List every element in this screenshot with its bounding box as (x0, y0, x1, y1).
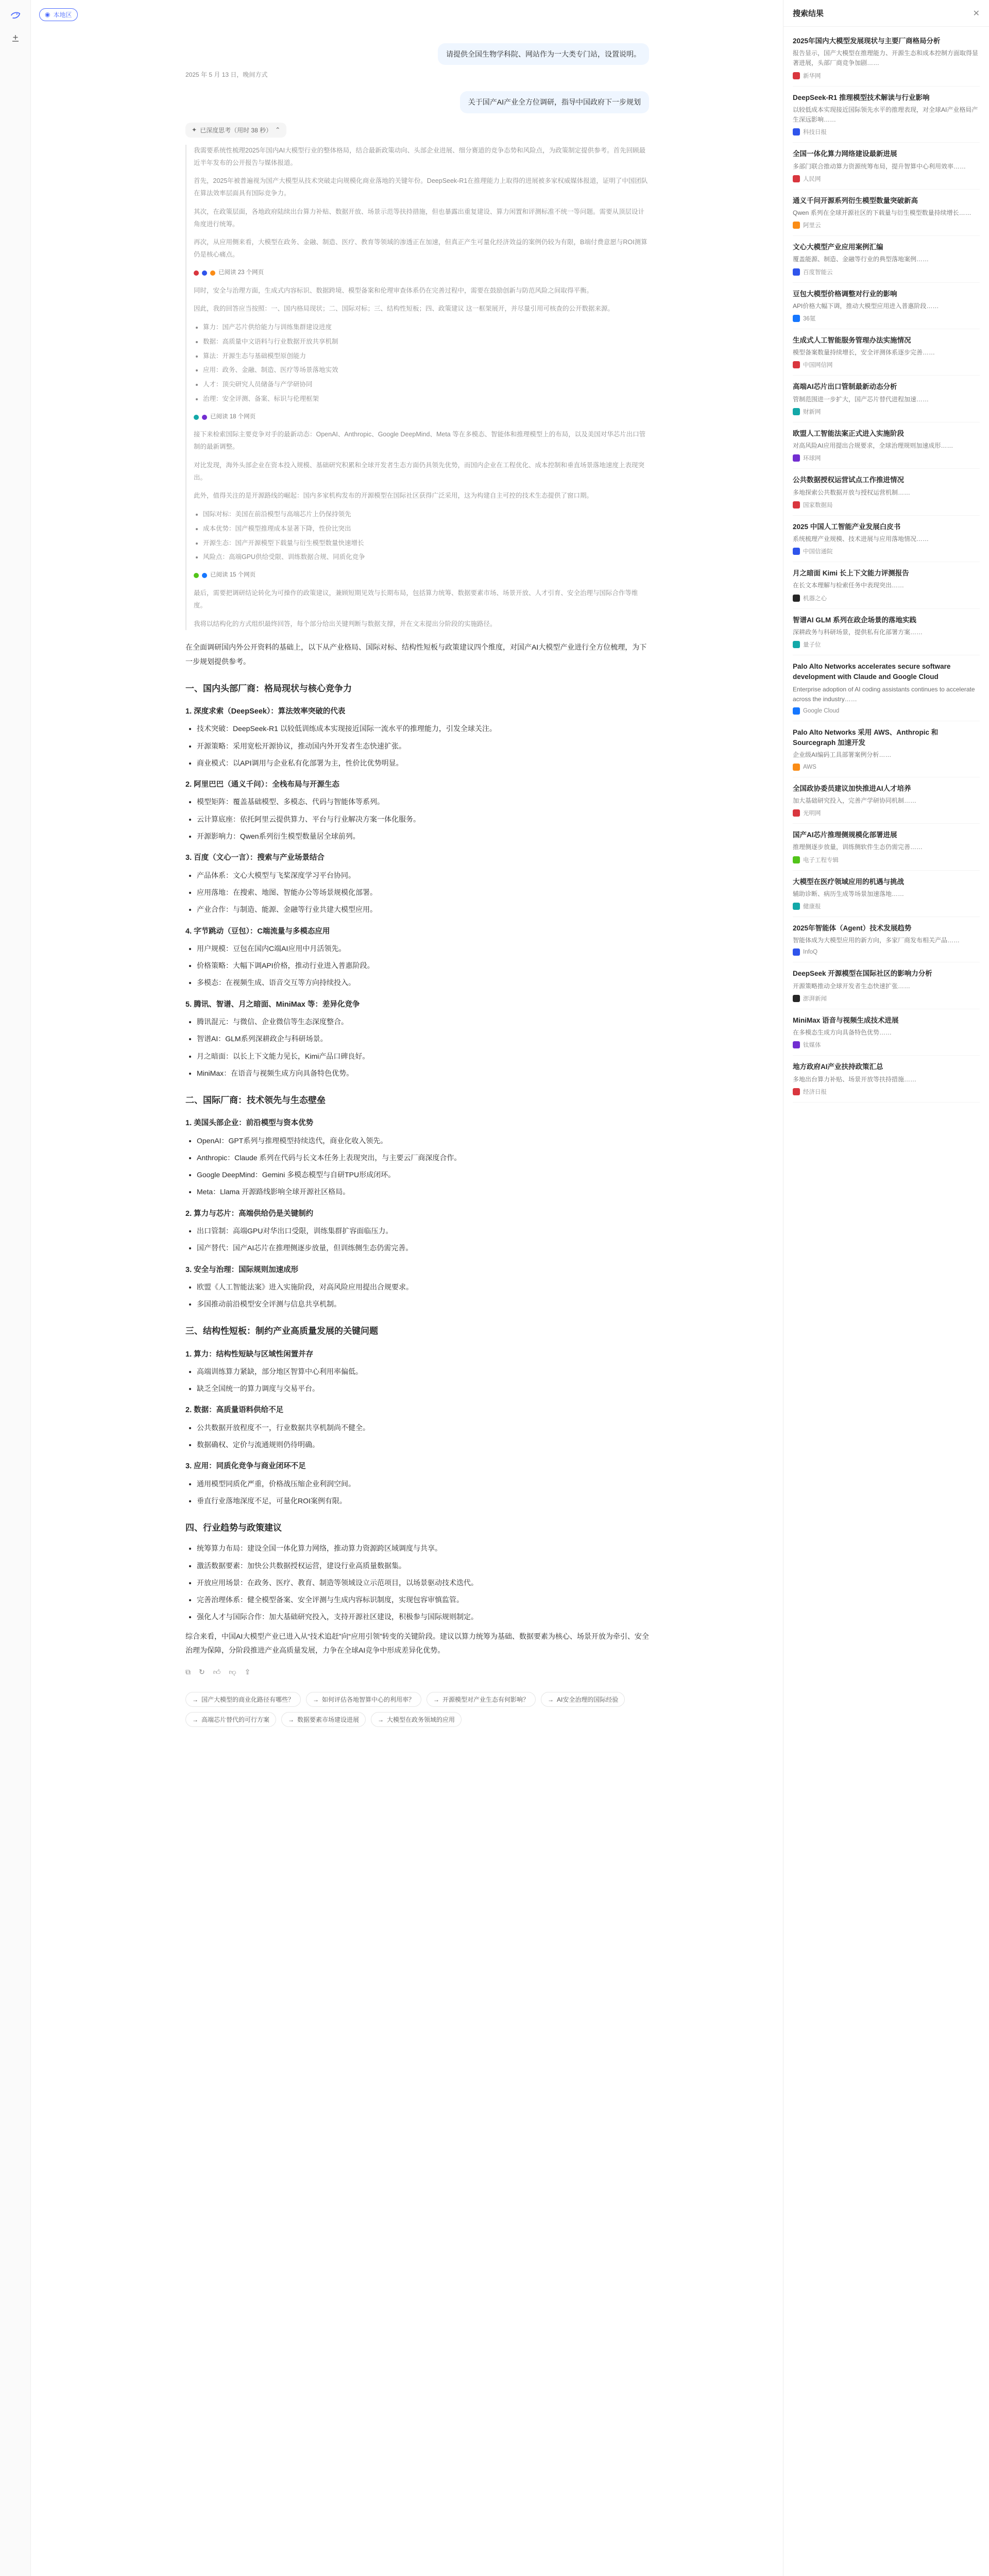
list-item: • 商业模式：以API调用与企业私有化部署为主，性价比优势明显。 (197, 756, 649, 770)
regenerate-icon[interactable]: ↻ (199, 1668, 205, 1676)
arrow-icon: → (192, 1716, 198, 1723)
result-source-label: InfoQ (803, 949, 818, 956)
list-item: • 完善治理体系：健全模型备案、安全评测与生成内容标识制度，实现包容审慎监管。 (197, 1593, 649, 1607)
arrow-icon: → (548, 1696, 554, 1703)
result-source-label: 经济日报 (803, 1089, 827, 1095)
source-favicon-icon (793, 948, 800, 956)
search-result-item[interactable] (793, 1056, 980, 1102)
result-snippet: API价格大幅下调，推动大模型应用进入普惠阶段…… (793, 302, 939, 310)
result-source (793, 764, 980, 771)
list-item: • 通用模型同质化严重，价格战压缩企业利润空间。 (197, 1477, 649, 1491)
think-list (203, 509, 649, 564)
result-source (793, 268, 980, 276)
result-source-label: 钛媒体 (803, 1042, 821, 1049)
result-source-label: 阿里云 (803, 223, 821, 229)
user-message-2 (185, 91, 649, 113)
top-bar (31, 0, 778, 29)
result-title[interactable]: Palo Alto Networks accelerates secure software development with Claude and Google Cloud (793, 663, 951, 681)
result-source (793, 501, 980, 509)
suggestion-chip[interactable] (371, 1712, 462, 1727)
result-title[interactable]: 国产AI芯片推理侧规模化部署进展 (793, 831, 897, 839)
result-source (793, 128, 980, 136)
list-item: • 数据：高质量中文语料与行业数据开放共享机制 (203, 336, 649, 348)
list-item: • 应用：政务、金融、制造、医疗等场景落地实效 (203, 364, 649, 377)
list-item: • 智谱AI：GLM系列深耕政企与科研场景。 (197, 1032, 649, 1046)
chat-column (185, 31, 649, 1727)
search-results-panel (783, 0, 989, 2576)
search-result-item[interactable] (793, 721, 980, 777)
bullet-list (197, 1541, 649, 1624)
result-title[interactable]: Palo Alto Networks 采用 AWS、Anthropic 和 Sourcegraph 加速开发 (793, 728, 939, 747)
subsection-heading: 3. 百度（文心一言）：搜索与产业场景结合 (185, 854, 325, 862)
close-icon[interactable]: ✕ (973, 9, 980, 18)
source-favicon-icon (793, 641, 800, 648)
answer-conclusion: 综合来看，中国AI大模型产业已进入从“技术追赶”向“应用引领”转变的关键阶段。建议以算力统筹为基础、数据要素为核心、场景开放为牵引、安全治理为保障，分阶段推进产业高质量发展，力争在全球AI竞争中形成差异化优势。 (185, 1632, 649, 1655)
sources-read-row[interactable] (194, 412, 649, 423)
chevron-up-icon: ⌃ (275, 126, 281, 134)
think-paragraph: 对比发现，海外头部企业在资本投入规模、基础研究积累和全球开发者生态方面仍具领先优势，而国内企业在工程优化、成本控制和垂直场景落地速度上表现突出。 (194, 461, 645, 481)
result-source (793, 1041, 980, 1049)
subsection-heading: 3. 安全与治理：国际规则加速成形 (185, 1265, 299, 1274)
result-source-label: 科技日报 (803, 129, 827, 136)
list-item: • MiniMax：在语音与视频生成方向具备特色优势。 (197, 1066, 649, 1080)
result-source-label: 人民网 (803, 176, 821, 182)
source-favicon-icon (793, 856, 800, 863)
result-snippet: 以较低成本实现接近国际领先水平的推理表现，对全球AI产业格局产生深远影响…… (793, 106, 978, 124)
list-item: • 开放应用场景：在政务、医疗、教育、制造等领域设立示范项目，以场景驱动技术迭代。 (197, 1576, 649, 1590)
list-item: • 人才：顶尖研究人员储备与产学研协同 (203, 379, 649, 391)
result-snippet: 多地探索公共数据开放与授权运营机制…… (793, 488, 911, 496)
subsection-heading: 3. 应用：同质化竞争与商业闭环不足 (185, 1462, 306, 1471)
new-chat-icon[interactable] (8, 31, 23, 45)
result-snippet: 加大基础研究投入，完善产学研协同机制…… (793, 796, 917, 804)
source-favicon-icon (793, 595, 800, 602)
list-item: • 产品体系：文心大模型与飞桨深度学习平台协同。 (197, 869, 649, 883)
result-title[interactable]: 豆包大模型价格调整对行业的影响 (793, 290, 897, 298)
result-snippet: Qwen 系列在全球开源社区的下载量与衍生模型数量持续增长…… (793, 209, 971, 216)
source-favicon-icon (793, 995, 800, 1002)
source-favicon-icon (793, 809, 800, 817)
arrow-icon: → (192, 1696, 198, 1703)
result-source (793, 72, 980, 80)
search-result-item[interactable] (793, 871, 980, 917)
result-title[interactable]: 大模型在医疗领域应用的机遇与挑战 (793, 877, 904, 886)
result-title[interactable]: 生成式人工智能服务管理办法实施情况 (793, 336, 911, 344)
sources-read-row[interactable] (194, 267, 649, 279)
source-favicon (202, 415, 207, 420)
subsection-heading: 1. 深度求索（DeepSeek）：算法效率突破的代表 (185, 707, 346, 716)
subsection-heading: 2. 算力与芯片：高端供给仍是关键制约 (185, 1209, 314, 1218)
arrow-icon: → (288, 1716, 295, 1723)
think-paragraph: 接下来检索国际主要竞争对手的最新动态：OpenAI、Anthropic、Google DeepMind、Meta 等在多模态、智能体和推理模型上的布局，以及美国对华芯片出口管制的最新调整。 (194, 431, 646, 451)
subsection-heading: 5. 腾讯、智谱、月之暗面、MiniMax 等：差异化竞争 (185, 1000, 360, 1009)
result-source-label: 36氪 (803, 316, 816, 322)
sources-read-label: 已阅读 23 个网页 (218, 269, 264, 276)
result-source (793, 809, 980, 817)
list-item: • 技术突破：DeepSeek-R1 以较低训练成本实现接近国际一流水平的推理能力，引发全球关注。 (197, 722, 649, 736)
source-favicon-icon (793, 548, 800, 555)
list-item: • 强化人才与国际合作：加大基础研究投入，支持开源社区建设，积极参与国际规则制定。 (197, 1610, 649, 1624)
result-title[interactable]: 高端AI芯片出口管制最新动态分析 (793, 383, 897, 391)
result-source-label: 国家数据局 (803, 502, 833, 509)
result-source (793, 902, 980, 910)
result-snippet: 覆盖能源、制造、金融等行业的典型落地案例…… (793, 256, 929, 263)
source-favicon-icon (793, 408, 800, 415)
thinking-label: 已深度思考（用时 38 秒） (200, 126, 272, 134)
bullet-list (197, 1280, 649, 1312)
result-source (793, 856, 980, 864)
list-item: • 高端训练算力紧缺，部分地区智算中心利用率偏低。 (197, 1365, 649, 1379)
list-item: • 产业合作：与制造、能源、金融等行业共建大模型应用。 (197, 903, 649, 917)
timestamp: 2025 年 5 月 13 日，晚间方式 (185, 71, 268, 79)
section-heading: 一、国内头部厂商：格局现状与核心竞争力 (185, 683, 352, 693)
like-icon[interactable]: 👍︎ (213, 1668, 221, 1676)
list-item: • Anthropic：Claude 系列在代码与长文本任务上表现突出，与主要云厂商深度合作。 (197, 1151, 649, 1165)
search-result-item[interactable] (793, 962, 980, 1009)
thinking-content (185, 145, 649, 631)
list-item: • 国际对标：美国在前沿模型与高端芯片上仍保持领先 (203, 509, 649, 521)
source-favicon-icon (793, 222, 800, 229)
list-item: • 多模态：在视频生成、语音交互等方向持续投入。 (197, 976, 649, 990)
suggestion-label: 国产大模型的商业化路径有哪些？ (201, 1696, 295, 1704)
result-snippet: 深耕政务与科研场景，提供私有化部署方案…… (793, 628, 923, 636)
thinking-icon: ✦ (192, 126, 197, 134)
list-item: • 月之暗面：以长上下文能力见长，Kimi产品口碑良好。 (197, 1049, 649, 1063)
result-snippet: 报告显示，国产大模型在推理能力、开源生态和成本控制方面取得显著进展，头部厂商竞争加剧…… (793, 49, 979, 67)
list-item: • Google DeepMind：Gemini 多模态模型与自研TPU形成闭环。 (197, 1168, 649, 1182)
suggestion-chip[interactable] (306, 1692, 421, 1707)
arrow-icon: → (433, 1696, 440, 1703)
suggestion-chip[interactable] (427, 1692, 536, 1707)
result-snippet: 在多模态生成方向具备特色优势…… (793, 1029, 892, 1037)
result-source-label: Google Cloud (803, 707, 840, 714)
bullet-list (197, 1421, 649, 1452)
list-item: • 价格策略：大幅下调API价格，推动行业进入普惠阶段。 (197, 959, 649, 973)
source-favicon-icon (793, 454, 800, 462)
message-actions (185, 1668, 649, 1676)
list-item: • 开源影响力：Qwen系列衍生模型数量居全球前列。 (197, 829, 649, 843)
suggestion-label: 开源模型对产业生态有何影响？ (442, 1696, 530, 1704)
source-favicon-icon (793, 764, 800, 771)
result-snippet: 在长文本理解与检索任务中表现突出…… (793, 582, 905, 589)
search-result-item[interactable] (793, 30, 980, 87)
result-source-label: AWS (803, 764, 816, 770)
subsection-heading: 4. 字节跳动（豆包）：C端流量与多模态应用 (185, 927, 330, 936)
result-snippet: 开源策略推动全球开发者生态快速扩张…… (793, 982, 911, 990)
source-favicon (210, 270, 215, 276)
result-snippet: 企业级AI编码工具部署案例分析…… (793, 751, 892, 759)
user-message-bubble-2: 关于国产AI产业全方位调研，指导中国政府下一步规划 (460, 91, 649, 113)
result-snippet: Enterprise adoption of AI coding assistants continues to accelerate across the industry…… (793, 685, 975, 703)
list-item: • 算力：国产芯片供给能力与训练集群建设进度 (203, 321, 649, 334)
think-list (203, 321, 649, 405)
result-source-label: 健康报 (803, 903, 821, 910)
search-result-item[interactable] (793, 609, 980, 655)
search-result-item[interactable] (793, 422, 980, 469)
search-result-item[interactable] (793, 1009, 980, 1056)
list-item: • 腾讯混元：与微信、企业微信等生态深度整合。 (197, 1015, 649, 1029)
source-favicon (194, 415, 199, 420)
result-source-label: 机器之心 (803, 595, 827, 602)
list-item: • 应用落地：在搜索、地图、智能办公等场景规模化部署。 (197, 886, 649, 900)
think-paragraph: 同时，安全与治理方面，生成式内容标识、数据跨境、模型备案和伦理审查体系仍在完善过程中，需要在鼓励创新与防范风险之间取得平衡。 (194, 286, 593, 294)
result-snippet: 推理侧逐步放量，训练侧软件生态仍需完善…… (793, 843, 923, 851)
subsection-heading: 2. 数据：高质量语料供给不足 (185, 1406, 284, 1415)
think-paragraph: 此外，值得关注的是开源路线的崛起：国内多家机构发布的开源模型在国际社区获得广泛采用，这为构建自主可控的技术生态提供了窗口期。 (194, 492, 593, 500)
result-source-label: 光明网 (803, 810, 821, 817)
suggestion-chips (185, 1692, 649, 1727)
panel-title: 搜索结果 (793, 9, 824, 18)
search-result-item[interactable] (793, 562, 980, 608)
list-item: • 统筹算力布局：建设全国一体化算力网络，推动算力资源跨区域调度与共享。 (197, 1541, 649, 1555)
list-item: • 缺乏全国统一的算力调度与交易平台。 (197, 1382, 649, 1396)
result-title[interactable]: 全国政协委员建议加快推进AI人才培养 (793, 784, 911, 792)
think-paragraph: 因此，我的回答应当按照：一、国内格局现状；二、国际对标；三、结构性短板；四、政策建议 这一框架展开，并尽量引用可核查的公开数据来源。 (194, 305, 614, 313)
list-item: • 出口管制：高端GPU对华出口受限，训练集群扩容面临压力。 (197, 1224, 649, 1238)
left-rail (0, 0, 31, 2576)
list-item: • 欧盟《人工智能法案》进入实施阶段，对高风险应用提出合规要求。 (197, 1280, 649, 1294)
suggestion-chip[interactable] (185, 1692, 301, 1707)
answer-intro: 在全面调研国内外公开资料的基础上，以下从产业格局、国际对标、结构性短板与政策建议四个维度，对国产AI大模型产业进行全方位梳理，为下一步规划提供参考。 (185, 643, 647, 666)
bullet-list (197, 722, 649, 770)
search-result-item[interactable] (793, 236, 980, 282)
result-snippet: 系统梳理产业规模、技术进展与应用落地情况…… (793, 535, 929, 543)
suggestion-chip[interactable] (281, 1712, 366, 1727)
think-paragraph: 其次，在政策层面，各地政府陆续出台算力补贴、数据开放、场景示范等扶持措施，但也暴露出重复建设、算力闲置和评测标准不统一等问题。需要从顶层设计角度进行统筹。 (194, 208, 645, 228)
suggestion-label: 大模型在政务领域的应用 (387, 1716, 455, 1724)
source-favicon-icon (793, 175, 800, 182)
search-result-item[interactable] (793, 376, 980, 422)
source-favicon-icon (793, 361, 800, 368)
section-heading: 四、行业趋势与政策建议 (185, 1523, 282, 1533)
result-source (793, 454, 980, 462)
list-item: • OpenAI：GPT系列与推理模型持续迭代，商业化收入领先。 (197, 1134, 649, 1148)
result-source-label: 环球网 (803, 455, 821, 462)
source-favicon-icon (793, 268, 800, 276)
list-item: • 多国推动前沿模型安全评测与信息共享机制。 (197, 1297, 649, 1311)
list-item: • 开源生态：国产开源模型下载量与衍生模型数量快速增长 (203, 537, 649, 550)
search-result-item[interactable] (793, 87, 980, 143)
suggestion-chip[interactable] (185, 1712, 276, 1727)
source-favicon-icon (793, 315, 800, 322)
list-item: • 用户规模：豆包在国内C端AI应用中月活领先。 (197, 942, 649, 956)
source-favicon-icon (793, 72, 800, 79)
result-snippet: 模型备案数量持续增长，安全评测体系逐步完善…… (793, 349, 935, 357)
list-item: • 公共数据开放程度不一，行业数据共享机制尚不健全。 (197, 1421, 649, 1435)
suggestion-label: 如何评估各地智算中心的利用率？ (322, 1696, 415, 1704)
source-favicon-icon (793, 1041, 800, 1048)
result-snippet: 管制范围进一步扩大，国产芯片替代进程加速…… (793, 395, 929, 403)
result-source (793, 1088, 980, 1096)
result-source (793, 408, 980, 416)
region-badge-label: 本地区 (53, 11, 72, 19)
result-snippet: 多地出台算力补贴、场景开放等扶持措施…… (793, 1075, 917, 1083)
think-paragraph: 我将以结构化的方式组织最终回答，每个部分给出关键判断与数据支撑，并在文末提出分阶段的实施路径。 (194, 620, 497, 628)
result-title[interactable]: 欧盟人工智能法案正式进入实施阶段 (793, 429, 904, 437)
list-item: • 模型矩阵：覆盖基础模型、多模态、代码与智能体等系列。 (197, 795, 649, 809)
subsection-heading: 2. 阿里巴巴（通义千问）：全栈布局与开源生态 (185, 781, 339, 789)
result-source (793, 994, 980, 1003)
source-favicon (202, 270, 207, 276)
source-favicon-icon (793, 501, 800, 509)
search-result-item[interactable] (793, 283, 980, 329)
result-snippet: 辅助诊断、病历生成等场景加速落地…… (793, 890, 905, 897)
logo-icon[interactable] (8, 8, 23, 23)
result-source (793, 314, 980, 323)
list-item: • 激活数据要素：加快公共数据授权运营，建设行业高质量数据集。 (197, 1559, 649, 1573)
user-message-bubble: 请提供全国生物学科院、网站作为一大类专门站，设置说明。 (438, 43, 649, 65)
list-item: • 垂直行业落地深度不足，可量化ROI案例有限。 (197, 1494, 649, 1508)
result-source (793, 640, 980, 649)
result-title[interactable]: 2025年智能体（Agent）技术发展趋势 (793, 924, 912, 932)
result-source (793, 175, 980, 183)
result-source-label: 中国信通院 (803, 549, 833, 555)
result-source (793, 547, 980, 555)
result-source-label: 新华网 (803, 73, 821, 79)
user-message (185, 43, 649, 65)
source-favicon-icon (793, 707, 800, 715)
search-result-item[interactable] (793, 777, 980, 824)
subsection-heading: 1. 美国头部企业：前沿模型与资本优势 (185, 1119, 314, 1128)
list-item: • 数据确权、定价与流通规则仍待明确。 (197, 1438, 649, 1452)
suggestion-label: 数据要素市场建设进展 (297, 1716, 360, 1724)
result-title[interactable]: DeepSeek 开源模型在国际社区的影响力分析 (793, 970, 932, 978)
search-result-item[interactable] (793, 516, 980, 562)
think-paragraph: 最后，需要把调研结论转化为可操作的政策建议，兼顾短期见效与长期布局，包括算力统筹、数据要素市场、场景开放、人才引育、安全治理与国际合作等维度。 (194, 589, 638, 609)
region-badge[interactable] (39, 8, 78, 21)
panel-header (783, 0, 989, 27)
results-list (783, 27, 989, 1103)
list-item: • 国产替代：国产AI芯片在推理侧逐步放量，但训练侧生态仍需完善。 (197, 1241, 649, 1255)
result-source (793, 594, 980, 602)
result-snippet: 多部门联合推动算力资源统筹布局，提升智算中心利用效率…… (793, 162, 966, 170)
search-result-item[interactable] (793, 824, 980, 870)
list-item: • 云计算底座：依托阿里云提供算力、平台与行业解决方案一体化服务。 (197, 812, 649, 826)
result-source-label: 中国网信网 (803, 362, 833, 369)
bullet-list (197, 795, 649, 843)
sources-read-label: 已阅读 18 个网页 (210, 413, 256, 420)
thinking-toggle[interactable] (185, 123, 286, 138)
location-icon: ◉ (45, 11, 50, 18)
bullet-list (197, 1224, 649, 1256)
list-item: • Meta：Llama 开源路线影响全球开源社区格局。 (197, 1185, 649, 1199)
result-source-label: 澎湃新闻 (803, 995, 827, 1002)
bullet-list (197, 1477, 649, 1509)
list-item: • 风险点：高端GPU供给受限、训练数据合规、同质化竞争 (203, 551, 649, 564)
search-result-item[interactable] (793, 329, 980, 376)
bullet-list (197, 1134, 649, 1199)
answer-content (185, 640, 649, 1657)
result-title[interactable]: 通义千问开源系列衍生模型数量突破新高 (793, 196, 918, 205)
think-paragraph: 我需要系统性梳理2025年国内AI大模型行业的整体格局，结合最新政策动向、头部企业进展、细分赛道的竞争态势和风险点，为政策制定提供参考。首先回顾最近半年发布的公开报告与媒体报道。 (194, 146, 646, 166)
result-title[interactable]: 月之暗面 Kimi 长上下文能力评测报告 (793, 569, 909, 578)
list-item: • 算法：开源生态与基础模型原创能力 (203, 350, 649, 363)
result-title[interactable]: 地方政府AI产业扶持政策汇总 (793, 1063, 883, 1071)
list-item: • 开源策略：采用宽松开源协议，推动国内外开发者生态快速扩张。 (197, 739, 649, 753)
search-result-item[interactable] (793, 469, 980, 515)
dislike-icon[interactable]: 👎︎ (229, 1668, 236, 1676)
source-favicon-icon (793, 128, 800, 135)
result-source (793, 948, 980, 956)
arrow-icon: → (378, 1716, 384, 1723)
result-source-label: 电子工程专辑 (803, 857, 839, 863)
result-title[interactable]: 2025 中国人工智能产业发展白皮书 (793, 522, 901, 531)
result-title[interactable]: 文心大模型产业应用案例汇编 (793, 243, 883, 251)
suggestion-label: 高端芯片替代的可行方案 (201, 1716, 270, 1724)
search-result-item[interactable] (793, 655, 980, 721)
think-paragraph: 再次，从应用侧来看，大模型在政务、金融、制造、医疗、教育等领域的渗透正在加速，但真正产生可量化经济效益的案例仍较为有限，B端付费意愿与ROI测算仍是核心痛点。 (194, 239, 647, 259)
result-title[interactable]: DeepSeek-R1 推理模型技术解读与行业影响 (793, 93, 930, 101)
result-title[interactable]: 智谱AI GLM 系列在政企场景的落地实践 (793, 616, 916, 624)
suggestion-label: AI安全治理的国际经验 (557, 1696, 619, 1704)
search-result-item[interactable] (793, 190, 980, 236)
bullet-list (197, 869, 649, 917)
bullet-list (197, 1365, 649, 1396)
sources-read-row[interactable] (194, 570, 649, 581)
bullet-list (197, 942, 649, 990)
think-paragraph: 首先，2025年被普遍视为国产大模型从技术突破走向规模化商业落地的关键年份。DeepSeek-R1在推理能力上取得的进展被多家权威媒体报道，证明了中国团队在算法效率层面具有国际竞争力。 (194, 177, 648, 197)
search-result-item[interactable] (793, 143, 980, 189)
result-title[interactable]: 全国一体化算力网络建设最新进展 (793, 150, 897, 158)
result-snippet: 智能体成为大模型应用的新方向，多家厂商发布相关产品…… (793, 937, 960, 944)
sources-read-label: 已阅读 15 个网页 (210, 572, 256, 579)
source-favicon (202, 573, 207, 578)
result-source-label: 百度智能云 (803, 269, 833, 276)
source-favicon (194, 573, 199, 578)
source-favicon-icon (793, 903, 800, 910)
subsection-heading: 1. 算力：结构性短缺与区域性闲置并存 (185, 1350, 314, 1359)
copy-icon[interactable]: ⧉ (185, 1668, 191, 1676)
source-favicon (194, 270, 199, 276)
result-source (793, 707, 980, 715)
result-title[interactable]: 公共数据授权运营试点工作推进情况 (793, 476, 904, 484)
result-source-label: 量子位 (803, 642, 821, 649)
arrow-icon: → (313, 1696, 319, 1703)
result-source (793, 221, 980, 229)
search-result-item[interactable] (793, 917, 980, 962)
section-heading: 二、国际厂商：技术领先与生态壁垒 (185, 1095, 326, 1106)
result-snippet: 对高风险AI应用提出合规要求，全球治理规则加速成形…… (793, 442, 953, 450)
share-icon[interactable]: ⇪ (244, 1668, 251, 1676)
suggestion-chip[interactable] (541, 1692, 625, 1707)
list-item: • 治理：安全评测、备案、标识与伦理框架 (203, 393, 649, 405)
result-source (793, 361, 980, 369)
list-item: • 成本优势：国产模型推理成本显著下降，性价比突出 (203, 523, 649, 535)
section-heading: 三、结构性短板：制约产业高质量发展的关键问题 (185, 1326, 378, 1336)
source-favicon-icon (793, 1088, 800, 1095)
result-source-label: 财新网 (803, 409, 821, 415)
result-title[interactable]: 2025年国内大模型发展现状与主要厂商格局分析 (793, 37, 941, 45)
bullet-list (197, 1015, 649, 1080)
result-title[interactable]: MiniMax 语音与视频生成技术进展 (793, 1016, 899, 1024)
